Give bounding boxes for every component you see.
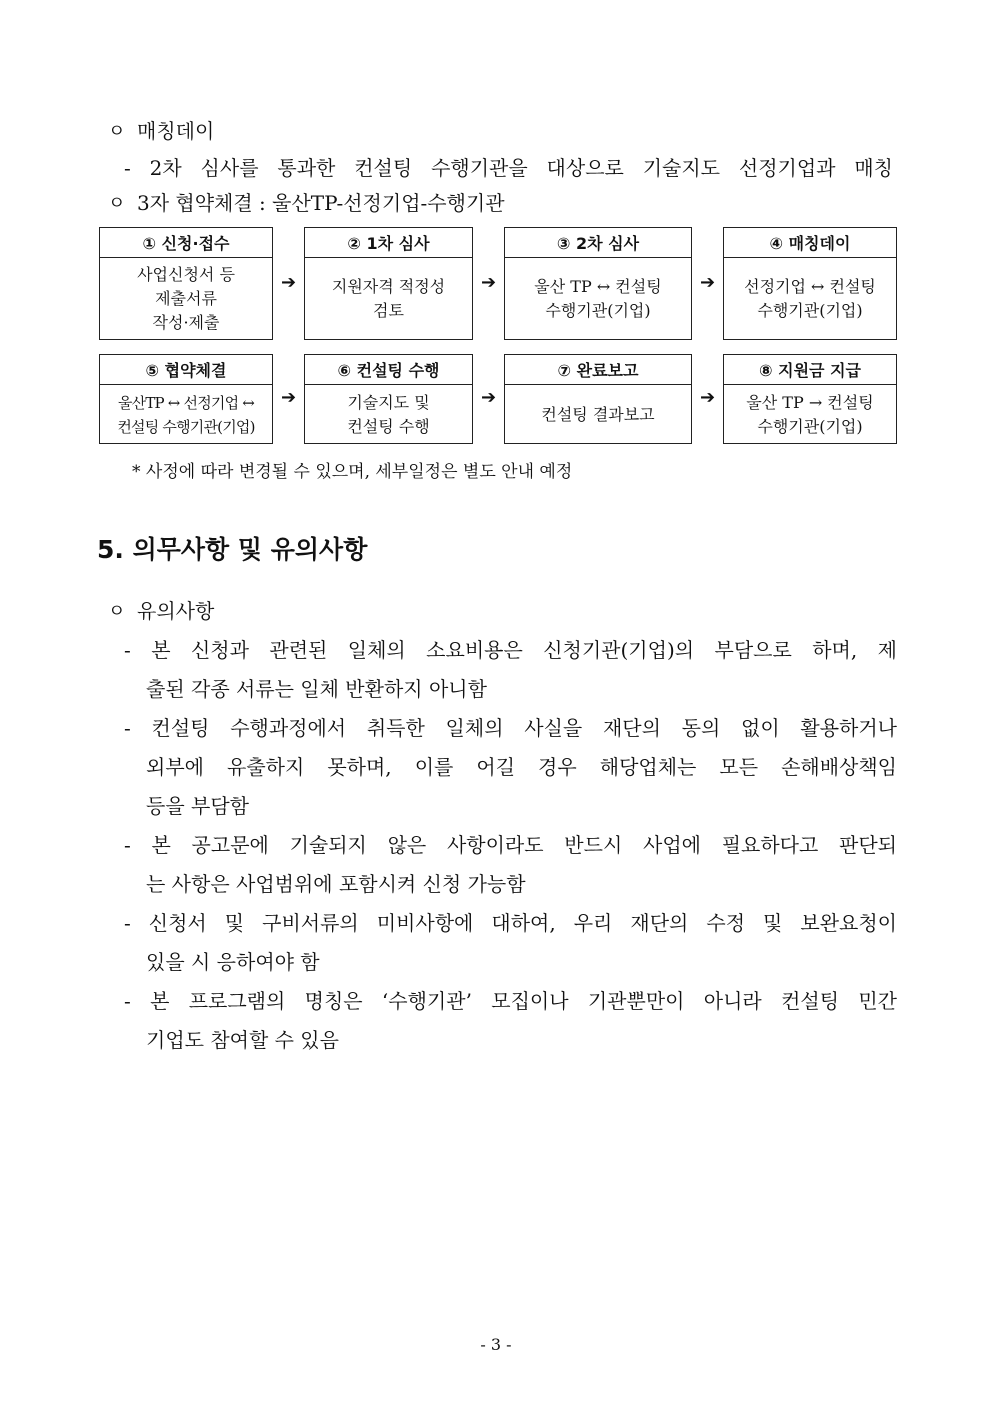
step-body-line: 수행기관(기업) [545, 301, 651, 320]
page-number: - 3 - [480, 1335, 512, 1354]
notice-item-line: 출된 각종 서류는 일체 반환하지 아니함 [146, 677, 487, 701]
process-step-title: ④ 매칭데이 [724, 228, 896, 258]
flow-arrow-icon: ➔ [700, 387, 716, 408]
step-body-line: 지원자격 적정성 [331, 277, 446, 296]
step-body-line: 울산 TP ↔ 컨설팅 [534, 277, 662, 296]
process-step-title: ③ 2차 심사 [505, 228, 691, 258]
bullet-marker: ㅇ [108, 121, 126, 142]
process-step-title: ⑤ 협약체결 [100, 355, 272, 385]
flow-arrow-icon: ➔ [481, 272, 497, 293]
notice-item-line: - 본 신청과 관련된 일체의 소요비용은 신청기관(기업)의 부담으로 하며, 제 [124, 638, 897, 662]
process-step-1 [99, 227, 273, 340]
notice-item-line: - 컨설팅 수행과정에서 취득한 일체의 사실을 재단의 동의 없이 활용하거나 [124, 716, 897, 740]
notice-item-line: 는 사항은 사업범위에 포함시켜 신청 가능함 [146, 872, 526, 896]
step-body-line: 수행기관(기업) [757, 416, 863, 436]
step-body-line: 제출서류 [155, 289, 217, 308]
process-step-4 [723, 227, 897, 340]
notice-item-line: - 본 공고문에 기술되지 않은 사항이라도 반드시 사업에 필요하다고 판단되 [124, 833, 897, 857]
step-body-line: 사업신청서 등 [137, 265, 235, 284]
matching-day-description: - 2차 심사를 통과한 컨설팅 수행기관을 대상으로 기술지도 선정기업과 매칭 [124, 156, 893, 180]
process-step-3 [504, 227, 692, 340]
flow-arrow-icon: ➔ [481, 387, 497, 408]
process-step-body [100, 258, 272, 340]
notice-item-line: 기업도 참여할 수 있음 [146, 1028, 339, 1052]
bullet-marker: ㅇ [108, 193, 126, 214]
notice-item-line: 외부에 유출하지 못하며, 이를 어길 경우 해당업체는 모든 손해배상책임 [146, 755, 897, 779]
process-step-body [305, 385, 472, 444]
process-step-body [505, 385, 691, 444]
process-step-body [724, 258, 896, 340]
step-body-line: 기술지도 및 [347, 392, 430, 412]
process-step-title: ⑧ 지원금 지급 [724, 355, 896, 385]
step-body-line: 컨설팅 수행기관(기업) [117, 417, 255, 436]
process-step-6 [304, 354, 473, 444]
section-heading: 5. 의무사항 및 유의사항 [97, 535, 368, 564]
step-body-line: 울산TP ↔ 선정기업 ↔ [117, 393, 255, 412]
process-step-title: ⑥ 컨설팅 수행 [305, 355, 472, 385]
schedule-note: * 사정에 따라 변경될 수 있으며, 세부일정은 별도 안내 예정 [132, 462, 573, 482]
step-body-line: 수행기관(기업) [757, 301, 863, 320]
process-step-body [305, 258, 472, 340]
step-body-line: 작성·제출 [152, 313, 220, 332]
notice-item-line: 있을 시 응하여야 함 [146, 950, 320, 974]
step-body-line: 컨설팅 수행 [347, 416, 430, 436]
process-step-body [505, 258, 691, 340]
step-body-line: 컨설팅 결과보고 [541, 404, 655, 424]
matching-day-label: 매칭데이 [137, 119, 215, 143]
step-body-line: 울산 TP → 컨설팅 [746, 392, 874, 412]
notice-item-line: - 본 프로그램의 명칭은 ‘수행기관’ 모집이나 기관뿐만이 아니라 컨설팅 민간 [124, 989, 897, 1013]
process-step-title: ⑦ 완료보고 [505, 355, 691, 385]
process-step-title: ① 신청·접수 [100, 228, 272, 258]
step-body-line: 선정기업 ↔ 컨설팅 [744, 277, 876, 296]
bullet-marker: ㅇ [108, 601, 126, 622]
agreement-label: 3자 협약체결 : 울산TP-선정기업-수행기관 [137, 191, 505, 215]
process-step-8 [723, 354, 897, 444]
flow-arrow-icon: ➔ [700, 272, 716, 293]
process-step-title: ② 1차 심사 [305, 228, 472, 258]
process-step-body [724, 385, 896, 444]
notice-item-line: 등을 부담함 [146, 794, 249, 818]
process-step-5 [99, 354, 273, 444]
notice-subheading: 유의사항 [137, 599, 215, 623]
notice-item-line: - 신청서 및 구비서류의 미비사항에 대하여, 우리 재단의 수정 및 보완요청이 [124, 911, 897, 935]
flow-arrow-icon: ➔ [281, 272, 297, 293]
process-step-2 [304, 227, 473, 340]
process-step-7 [504, 354, 692, 444]
step-body-line: 검토 [373, 301, 404, 320]
flow-arrow-icon: ➔ [281, 387, 297, 408]
process-step-body [100, 385, 272, 444]
